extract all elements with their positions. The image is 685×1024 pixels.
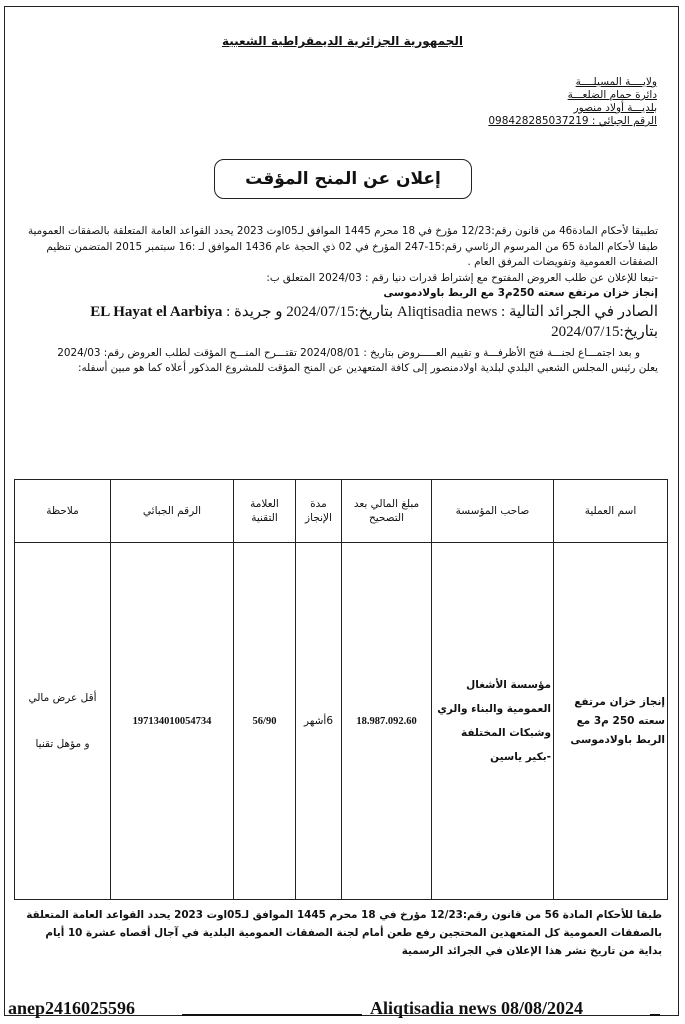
- intro-publication: [22, 302, 658, 342]
- header-company: صاحب المؤسسة: [432, 480, 554, 543]
- header-duration: مدة الإنجاز: [296, 480, 342, 543]
- issuer-commune: بلديـــة أولاد منصور: [573, 102, 657, 114]
- published-prefix: الصادر في الجرائد التالية :: [501, 303, 658, 320]
- bottom-line: [0, 998, 685, 1020]
- intro-text: [22, 224, 658, 377]
- issuer-block: [488, 76, 657, 128]
- cell-duration: 6أشهر: [296, 543, 342, 900]
- intro-project: إنجاز خزان مرتفع سعته 250م3 مع الربط باولادموسى: [383, 287, 658, 299]
- publication-ref: Aliqtisadia news 08/08/2024: [370, 998, 584, 1018]
- cell-operation: إنجاز خزان مرتفع سعته 250 م3 مع الربط باولادموسى: [554, 543, 668, 900]
- header-note: ملاحظة: [15, 480, 111, 543]
- cell-amount: 18.987.092.60: [342, 543, 432, 900]
- cell-note: [15, 543, 111, 900]
- appeal-notice: طبقا للأحكام المادة 56 من قانون رقم:12/23 مؤرخ في 18 محرم 1445 الموافق لـ05اوت 2023 يحدد القواعد العامة المتعلقة بالصفقات العمومية كل المتعهدين المحتجين رفع طعن أمام لجنة الصفقات العمومية البلدية في آجال أقصاه عشرة 10 أيام بداية من تاريخ نشر هذا الإعلان في الجرائد الرسمية: [26, 909, 662, 957]
- issuer-tax-id: الرقم الجبائي : 098428285037219: [488, 115, 657, 127]
- intro-article-65: طبقا لأحكام المادة 65 من المرسوم الرئاسي رقم:15-247 المؤرخ في 02 ذي الحجة عام 1436 الموافق لـ :16 سبتمبر 2015 المتضمن تنظيم الصفقات العمومية وتفويضات المرفق العام .: [46, 240, 658, 268]
- header-score: العلامة التقنية: [234, 480, 296, 543]
- paper-2: EL Hayat el Aarbiya: [90, 303, 223, 320]
- date-label-2: بتاريخ:: [619, 323, 658, 340]
- notice-title: إعلان عن المنح المؤقت: [214, 159, 472, 199]
- paper-1: Aliqtisadia news: [396, 303, 498, 320]
- note-line-1: أقل عرض مالي: [28, 692, 97, 704]
- intro-announcement: يعلن رئيس المجلس الشعبي البلدي لبلدية اولادمنصور إلى كافة المتعهدين عن المنح المؤقت للمشروع المذكور أعلاه كما هو مبين أسفله:: [77, 362, 658, 374]
- cell-score: 56/90: [234, 543, 296, 900]
- anep-ref: anep2416025596: [8, 998, 136, 1018]
- date-1: 2024/07/15: [286, 303, 355, 320]
- table-header-row: [15, 480, 668, 543]
- intro-committee: و بعد اجتمـــاع لجنـــة فتح الأظرفـــة و تقييم العـــــروض بتاريخ : 2024/08/01 تقتـــرح المنـــح المؤقت لطلب العروض رقم: 2024/03: [57, 346, 640, 359]
- intro-article-46: تطبيقا لأحكام المادة46 من قانون رقم:12/23 مؤرخ في 18 محرم 1445 الموافق لـ05اوت 2023 يحدد القواعد العامة المتعلقة بالصفقات العمومية: [27, 225, 658, 237]
- note-line-2: و مؤهل تقنيا: [35, 738, 90, 750]
- cell-tax-id: 197134010054734: [111, 543, 234, 900]
- header-tax-id: الرقم الجبائي: [111, 480, 234, 543]
- separator-line-end: [650, 1014, 660, 1016]
- republic-heading: الجمهورية الجزائرية الديمقراطية الشعبية: [221, 34, 464, 48]
- table-row: [15, 543, 668, 900]
- cell-company: مؤسسة الأشغال العمومية والبناء والري وشبكات المختلفة -بكير ياسين: [432, 543, 554, 900]
- separator-line: [182, 1014, 362, 1016]
- award-table: [14, 479, 668, 900]
- date-label-1: بتاريخ:: [354, 303, 394, 320]
- date-2: 2024/07/15: [551, 323, 620, 340]
- header-amount: مبلغ المالي بعد التصحيح: [342, 480, 432, 543]
- issuer-wilaya: ولايــــة المسيلــــة: [575, 76, 657, 88]
- and-paper: و جريدة :: [226, 303, 283, 320]
- intro-tender-ref: -تبعا للإعلان عن طلب العروض المفتوح مع إشتراط قدرات دنيا رقم : 2024/03 المتعلق ب:: [266, 271, 658, 284]
- header-operation: اسم العملية: [554, 480, 668, 543]
- issuer-daira: دائرة حمام الضلعـــة: [567, 89, 657, 101]
